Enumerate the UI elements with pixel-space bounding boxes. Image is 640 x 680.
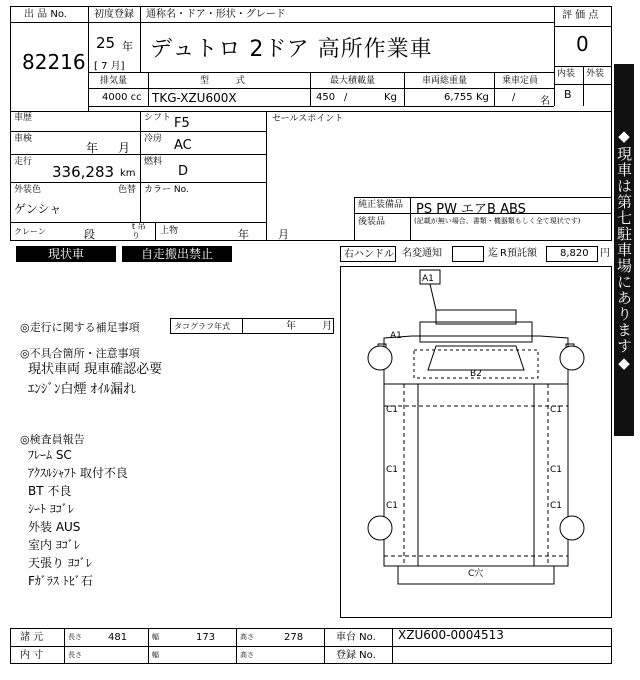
driving-notes-title: ◎走行に関する補足事項 — [20, 321, 140, 334]
chassis-label: 車台 No. — [336, 632, 376, 643]
interior-score-label: 内装 — [557, 69, 576, 79]
damage-mark: C1 — [386, 465, 399, 475]
ac-label: 冷房 — [144, 134, 163, 144]
overall-score: 0 — [576, 32, 589, 56]
model-code: TKG-XZU600X — [152, 91, 237, 105]
length-value: 481 — [108, 632, 128, 643]
width-value: 173 — [196, 632, 216, 643]
inspector-title: ◎検査員報告 — [20, 433, 85, 446]
model-label: 型 式 — [200, 76, 257, 86]
damage-diagram — [340, 266, 612, 618]
inspector-line: ﾌﾚｰﾑ SC — [28, 448, 72, 462]
wheel-rear-left-icon — [368, 516, 392, 540]
inspection-month: 月 — [118, 141, 131, 155]
mileage-value: 336,283 — [52, 163, 115, 181]
fuel-value: D — [178, 164, 189, 179]
max-load-unit: Kg — [384, 92, 397, 103]
damage-mark: C穴 — [468, 569, 484, 579]
color-no-label: カラー No. — [144, 185, 189, 195]
no-self-drive-badge: 自走搬出禁止 — [122, 246, 232, 262]
inspector-line: 外装 AUS — [28, 520, 81, 534]
roof-month: 月 — [278, 228, 289, 241]
color-change-label: 色替 — [118, 185, 137, 195]
sales-point-label: セールスポイント — [272, 114, 344, 124]
damage-mark: B2 — [470, 369, 482, 379]
location-banner: ◆現車は第七駐車場にあります◆ — [614, 64, 634, 436]
gross-weight-unit: Kg — [476, 92, 489, 103]
mileage-label: 走行 — [14, 157, 33, 167]
inspector-line: 室内 ﾖｺﾞﾚ — [28, 538, 80, 552]
tacho-month: 月 — [322, 321, 332, 332]
capacity-label: 乗車定員 — [502, 76, 539, 86]
damage-mark: C1 — [550, 501, 563, 511]
damage-mark: C1 — [550, 465, 563, 475]
front-bumper — [420, 322, 532, 342]
registration-label: 初度登録 — [94, 9, 134, 20]
recycle-prefix: 迄 — [488, 248, 498, 259]
color-value: ゲンシャ — [14, 202, 62, 216]
wheel-front-right-icon — [560, 346, 584, 370]
inner-dims-label: 内 寸 — [20, 650, 44, 661]
registration-year-unit: 年 — [122, 40, 133, 53]
color-label: 外装色 — [14, 185, 42, 195]
damage-mark: A1 — [390, 331, 402, 341]
damage-mark: A1 — [422, 274, 434, 284]
height-value: 278 — [284, 632, 304, 643]
damage-mark: C1 — [386, 405, 399, 415]
shift-label: シフト — [144, 113, 172, 123]
recycle-amount: 8,820 — [560, 248, 589, 259]
registration-year: 25 — [96, 34, 116, 52]
capacity-slash: / — [512, 92, 516, 103]
cargo-body — [384, 384, 568, 566]
registration-no-label: 登録 No. — [336, 650, 376, 661]
aftermarket-note: (記載が無い場合、書類・機器類もしく全て現状です) — [414, 217, 581, 225]
roof-year: 年 — [238, 228, 249, 241]
name-change-box — [452, 246, 484, 262]
gross-weight-label: 車両総重量 — [422, 76, 468, 86]
crane-step-unit: 段 — [84, 228, 95, 241]
crane-ton-unit: t 吊り — [132, 222, 146, 240]
inner-length-label: 長さ — [68, 651, 82, 659]
tacho-year: 年 — [286, 321, 296, 332]
length-label: 長さ — [68, 633, 82, 641]
ac-value: AC — [174, 138, 192, 153]
recycle-unit: 円 — [600, 248, 610, 259]
damage-mark: C1 — [386, 501, 399, 511]
height-label: 高さ — [240, 633, 254, 641]
cargo-floor — [418, 384, 534, 566]
lot-number: 82216 — [22, 50, 86, 74]
score-label: 評 価 点 — [562, 10, 599, 21]
gross-weight: 6,755 — [444, 92, 473, 103]
car-name: デュトロ 2ドア 高所作業車 — [150, 37, 433, 62]
defect-line: 現状車両 現車確認必要 — [28, 362, 163, 377]
shift-value: F5 — [174, 116, 190, 131]
aftermarket-label: 後装品 — [358, 217, 386, 227]
handle-type: 右ハンドル — [344, 249, 394, 260]
inspector-line: 天張り ﾖｺﾞﾚ — [28, 556, 92, 570]
displacement-label: 排気量 — [100, 76, 128, 86]
interior-score: B — [564, 88, 572, 101]
width-label: 幅 — [152, 633, 159, 641]
car-name-label: 通称名・ドア・形状・グレード — [146, 9, 286, 20]
fuel-label: 燃料 — [144, 157, 163, 167]
recycle-label: R預託額 — [500, 248, 537, 259]
inspector-line: ｱｸｽﾙｼｬﾌﾄ 取付不良 — [28, 466, 128, 480]
damage-mark: C1 — [550, 405, 563, 415]
inspector-line: ｼｰﾄ ﾖｺﾞﾚ — [28, 502, 74, 516]
defect-line: ｴﾝｼﾞﾝ白煙 ｵｲﾙ漏れ — [28, 382, 137, 397]
inspector-line: BT 不良 — [28, 484, 72, 498]
displacement: 4000 cc — [102, 92, 142, 103]
registration-month: [ 7 月] — [94, 61, 125, 72]
roof-label: 上物 — [160, 226, 179, 236]
defects-title: ◎不具合箇所・注意事項 — [20, 347, 140, 360]
name-change-label: 名変通知 — [402, 248, 442, 259]
inspection-label: 車検 — [14, 134, 33, 144]
equipment-value: PS PW エアB ABS — [416, 202, 526, 217]
max-load-slash: / — [344, 92, 348, 103]
lot-label: 出 品 No. — [24, 9, 67, 20]
as-is-badge: 現状車 — [16, 246, 116, 262]
dims-label: 諸 元 — [20, 632, 44, 643]
inspection-year: 年 — [86, 141, 99, 155]
capacity-unit: 名 — [540, 96, 550, 107]
tacho-label: タコグラフ年式 — [174, 322, 230, 331]
mileage-unit: km — [120, 168, 136, 179]
crane-label: クレーン — [14, 227, 46, 236]
inner-width-label: 幅 — [152, 651, 159, 659]
equipment-label: 純正装備品 — [358, 200, 404, 210]
exterior-score-label: 外装 — [586, 69, 605, 79]
inspector-line: Fｶﾞﾗｽ ﾄﾋﾞ石 — [28, 574, 93, 588]
history-label: 車歴 — [14, 113, 33, 123]
max-load-label: 最大積載量 — [330, 76, 376, 86]
max-load: 450 — [316, 92, 336, 103]
inner-height-label: 高さ — [240, 651, 254, 659]
wheel-rear-right-icon — [560, 516, 584, 540]
chassis-number: XZU600-0004513 — [398, 628, 504, 642]
wheel-front-left-icon — [368, 346, 392, 370]
